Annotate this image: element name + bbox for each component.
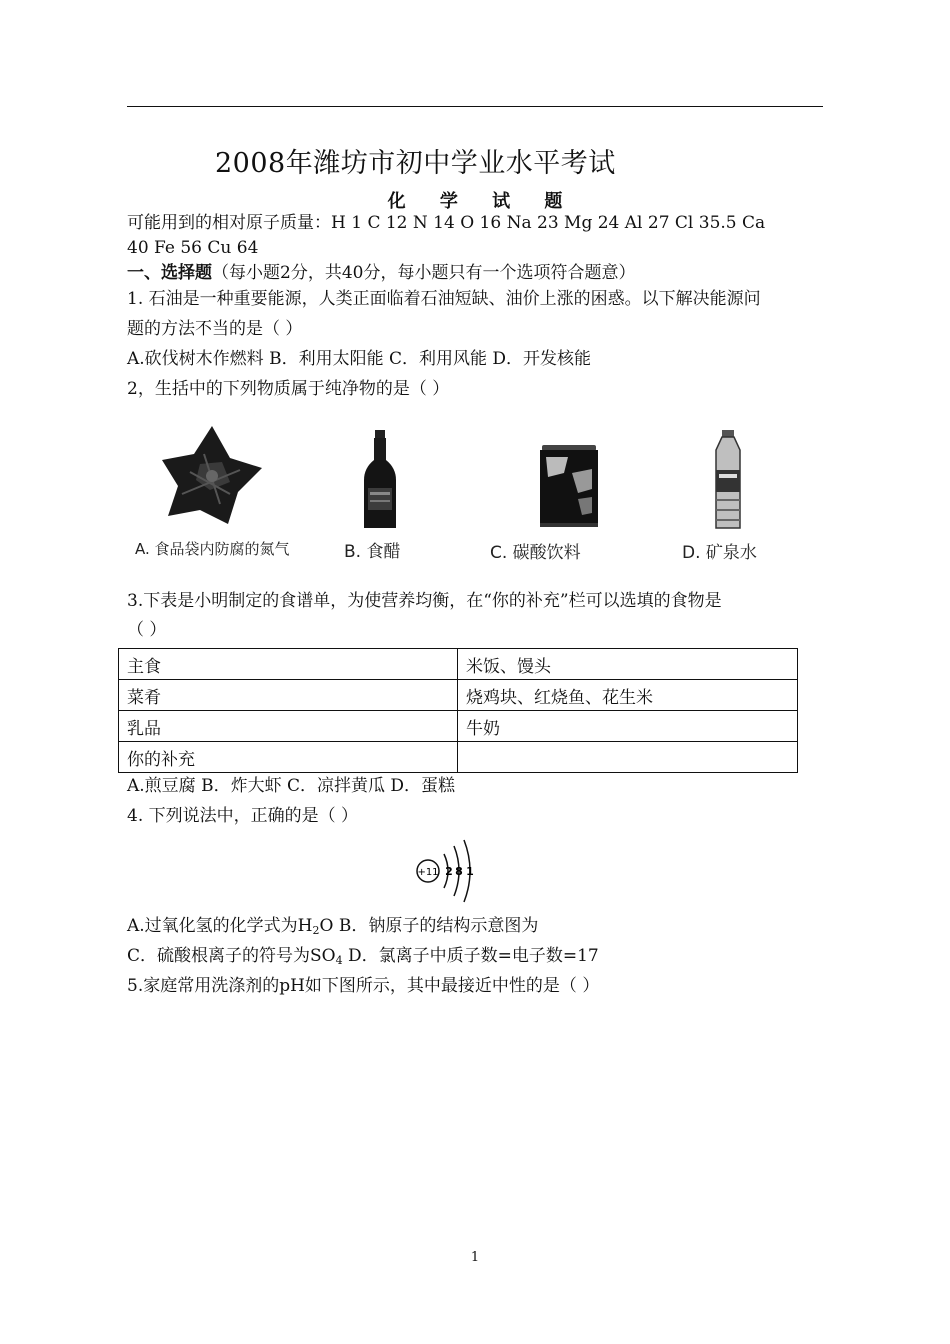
table-cell: 牛奶 (458, 711, 798, 742)
page-number: 1 (470, 1250, 480, 1265)
q1-options: A.砍伐树木作燃料 B．利用太阳能 C．利用风能 D．开发核能 (127, 349, 592, 369)
q2-caption-a: A. 食品袋内防腐的氮气 (135, 540, 290, 558)
q4-options-cd (127, 945, 599, 967)
menu-table (118, 648, 798, 773)
table-row (119, 711, 798, 742)
table-cell: 乳品 (119, 711, 458, 742)
section-heading (127, 262, 635, 284)
sodium-atom-diagram (414, 836, 480, 906)
nucleus-label: +11 (417, 867, 439, 878)
table-cell: 你的补充 (119, 742, 458, 773)
subtitle-text: 化 学 试 题 (387, 191, 577, 212)
shell-3-count: 1 (466, 865, 474, 878)
exam-title: 2008年潍坊市初中学业水平考试 (215, 148, 616, 179)
q1-stem-line1: 1. 石油是一种重要能源，人类正面临着石油短缺、油价上涨的困惑。以下解决能源问 (127, 289, 761, 309)
q2-caption-d: D. 矿泉水 (682, 543, 757, 563)
table-cell (458, 742, 798, 773)
table-row (119, 742, 798, 773)
table-row (119, 649, 798, 680)
q4-option-a-sub: 2 (312, 924, 320, 937)
shell-2-count: 8 (455, 865, 463, 878)
table-row (119, 680, 798, 711)
q3-options: A.煎豆腐 B．炸大虾 C．凉拌黄瓜 D．蛋糕 (127, 776, 456, 796)
q4-options-ab (127, 915, 538, 937)
table-cell: 主食 (119, 649, 458, 680)
atomic-masses-line2: 40 Fe 56 Cu 64 (127, 238, 259, 258)
q2-caption-c: C. 碳酸饮料 (490, 543, 581, 563)
section-note: （每小题2分，共40分，每小题只有一个选项符合题意） (212, 263, 636, 283)
q4-option-c-sub: 4 (335, 954, 343, 967)
nitrogen-bag-image (160, 424, 265, 529)
table-cell: 烧鸡块、红烧鱼、花生米 (458, 680, 798, 711)
atomic-masses-line1: 可能用到的相对原子质量：H 1 C 12 N 14 O 16 Na 23 Mg 24 Al 27 Cl 35.5 Ca (127, 213, 766, 233)
q2-stem: 2，生括中的下列物质属于纯净物的是（ ） (127, 379, 450, 399)
table-cell: 米饭、馒头 (458, 649, 798, 680)
section-title: 一、选择题 (127, 263, 212, 283)
exam-subtitle (0, 187, 950, 213)
q3-stem-line1: 3.下表是小明制定的食谱单，为使营养均衡，在“你的补充”栏可以选填的食物是 (127, 591, 722, 611)
mineral-water-bottle-image (706, 430, 750, 530)
q1-stem-line2: 题的方法不当的是（ ） (127, 319, 303, 339)
header-rule (127, 106, 823, 107)
q5-stem: 5.家庭常用洗涤剂的pH如下图所示，其中最接近中性的是（ ） (127, 976, 600, 996)
q3-stem-line2: （ ） (127, 620, 167, 640)
q4-option-c-post: D．氯离子中质子数=电子数=17 (342, 946, 599, 966)
soda-can-image (538, 443, 600, 529)
q4-option-c-pre: C．硫酸根离子的符号为SO (127, 946, 336, 966)
q4-stem: 4. 下列说法中，正确的是（ ） (127, 806, 359, 826)
q4-option-a-pre: A.过氧化氢的化学式为H (127, 916, 313, 936)
q2-caption-b: B. 食醋 (344, 542, 401, 562)
vinegar-bottle-image (360, 430, 400, 530)
shell-1-count: 2 (445, 865, 453, 878)
table-cell: 菜肴 (119, 680, 458, 711)
q4-option-a-post: O B．钠原子的结构示意图为 (319, 916, 539, 936)
